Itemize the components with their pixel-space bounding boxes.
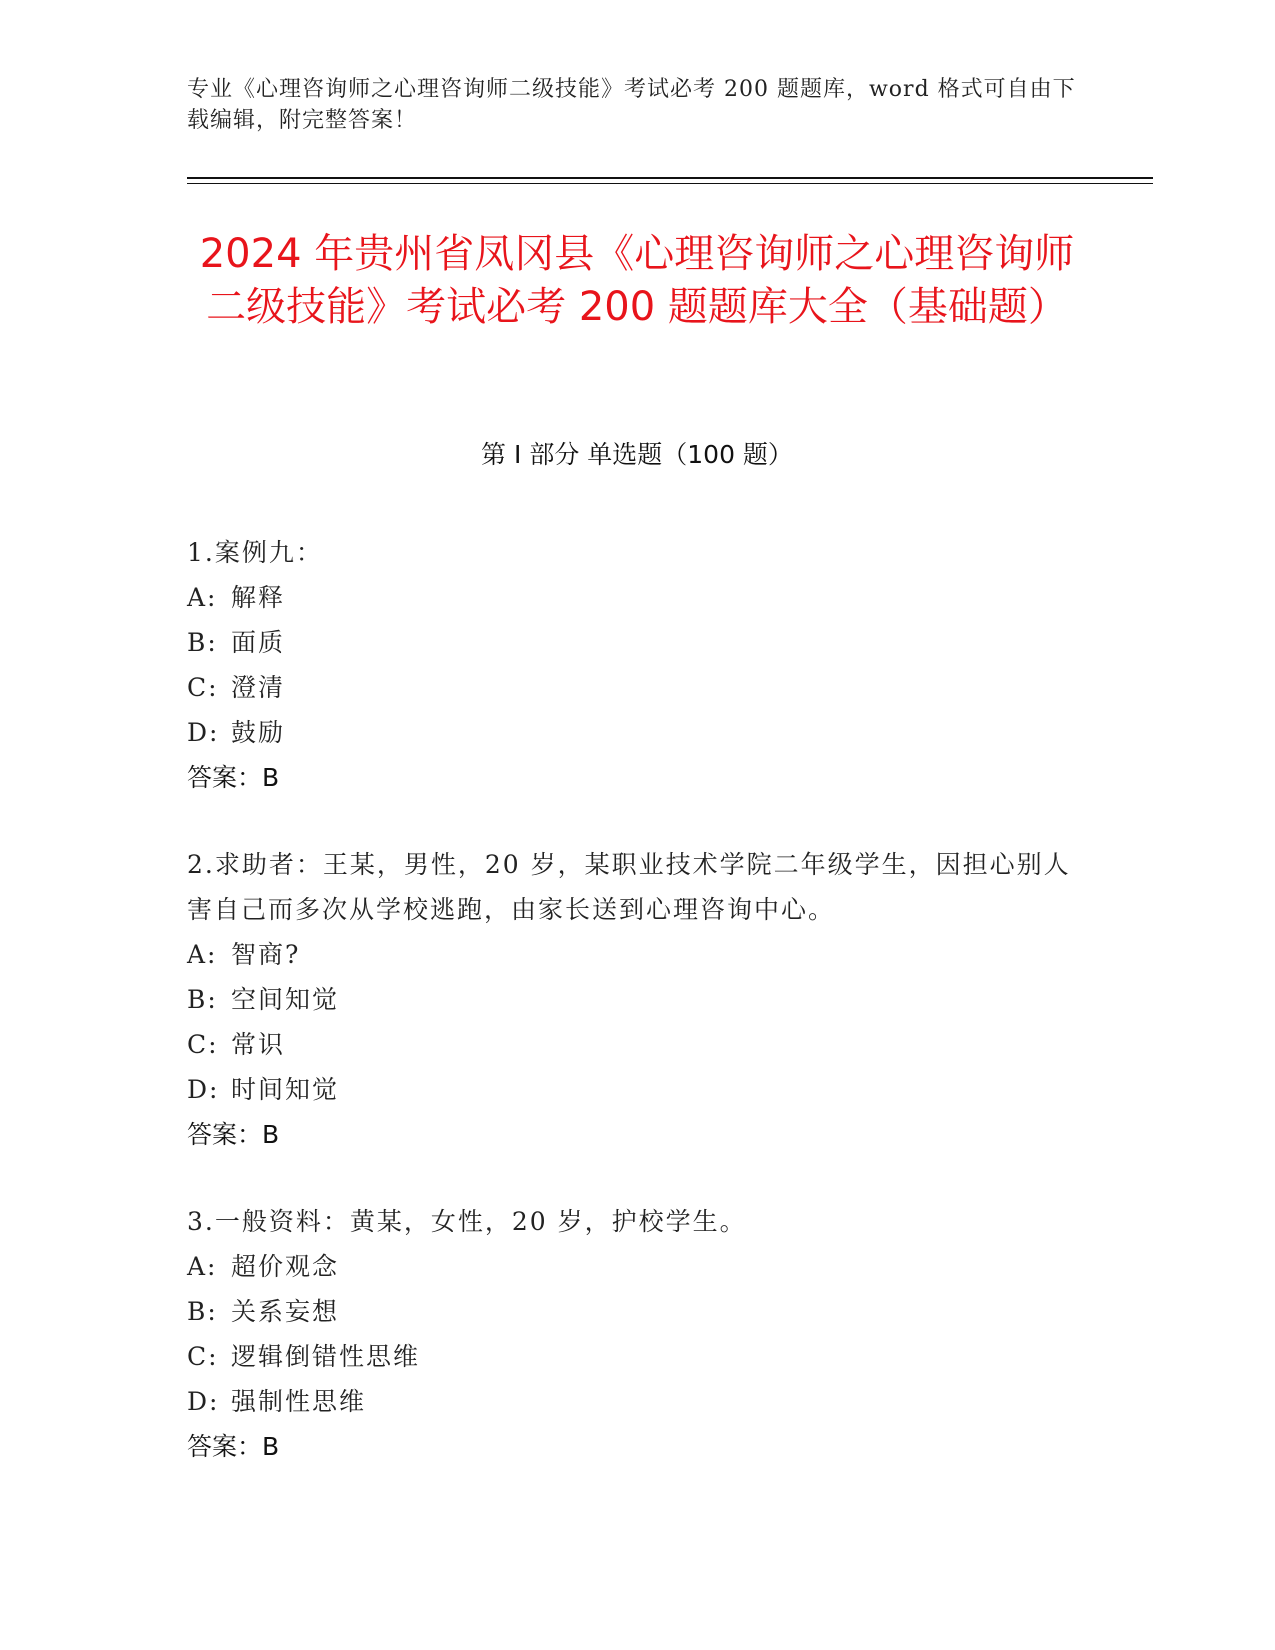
- option-c: [187, 665, 1087, 710]
- question-stem: 3.一般资料：黄某，女性，20 岁，护校学生。: [187, 1207, 747, 1236]
- option-key: A:: [187, 940, 218, 969]
- option-text: 空间知觉: [231, 985, 340, 1014]
- option-key: A:: [187, 583, 218, 612]
- option-key: B:: [187, 628, 218, 657]
- option-key: D:: [187, 1387, 220, 1416]
- option-key: C:: [187, 1342, 219, 1371]
- document-title: 2024 年贵州省凤冈县《心理咨询师之心理咨询师二级技能》考试必考 200 题题库大全（基础题）: [199, 231, 1075, 330]
- option-d: [187, 1379, 1087, 1424]
- option-d: [187, 1067, 1087, 1112]
- question-stem: 2.求助者：王某，男性，20 岁，某职业技术学院二年级学生，因担心别人害自己而多次从学校逃跑，由家长送到心理咨询中心。: [187, 850, 1071, 924]
- option-text: 澄清: [231, 673, 286, 702]
- option-text: 超价观念: [231, 1252, 340, 1281]
- option-key: A:: [187, 1252, 218, 1281]
- header-rule-thin: [187, 183, 1153, 184]
- option-text: 关系妄想: [231, 1297, 340, 1326]
- option-key: D:: [187, 1075, 220, 1104]
- option-b: [187, 977, 1087, 1022]
- option-key: B:: [187, 985, 218, 1014]
- option-text: 鼓励: [231, 718, 286, 747]
- option-text: 解释: [231, 583, 286, 612]
- header-rule-thick: [187, 177, 1153, 179]
- question-3: [187, 1199, 1087, 1469]
- option-a: [187, 575, 1087, 620]
- option-text: 时间知觉: [231, 1075, 340, 1104]
- option-text: 强制性思维: [231, 1387, 367, 1416]
- option-text: 常识: [231, 1030, 286, 1059]
- answer: 答案：B: [187, 1432, 280, 1461]
- header-note: 专业《心理咨询师之心理咨询师二级技能》考试必考 200 题题库，word 格式可自由下载编辑，附完整答案！: [187, 77, 1076, 133]
- section-title: 第 I 部分 单选题（100 题）: [481, 440, 793, 469]
- option-a: [187, 932, 1087, 977]
- option-text: 面质: [231, 628, 286, 657]
- question-stem: 1.案例九：: [187, 538, 323, 567]
- option-key: B:: [187, 1297, 218, 1326]
- option-c: [187, 1334, 1087, 1379]
- option-text: 智商?: [231, 940, 301, 969]
- option-key: C:: [187, 1030, 219, 1059]
- answer: 答案：B: [187, 1120, 280, 1149]
- option-c: [187, 1022, 1087, 1067]
- option-a: [187, 1244, 1087, 1289]
- question-1: [187, 530, 1087, 800]
- option-key: D:: [187, 718, 220, 747]
- question-2: [187, 842, 1087, 1157]
- answer: 答案：B: [187, 763, 280, 792]
- option-b: [187, 1289, 1087, 1334]
- option-d: [187, 710, 1087, 755]
- question-list: [187, 530, 1087, 1511]
- option-key: C:: [187, 673, 219, 702]
- option-b: [187, 620, 1087, 665]
- option-text: 逻辑倒错性思维: [231, 1342, 421, 1371]
